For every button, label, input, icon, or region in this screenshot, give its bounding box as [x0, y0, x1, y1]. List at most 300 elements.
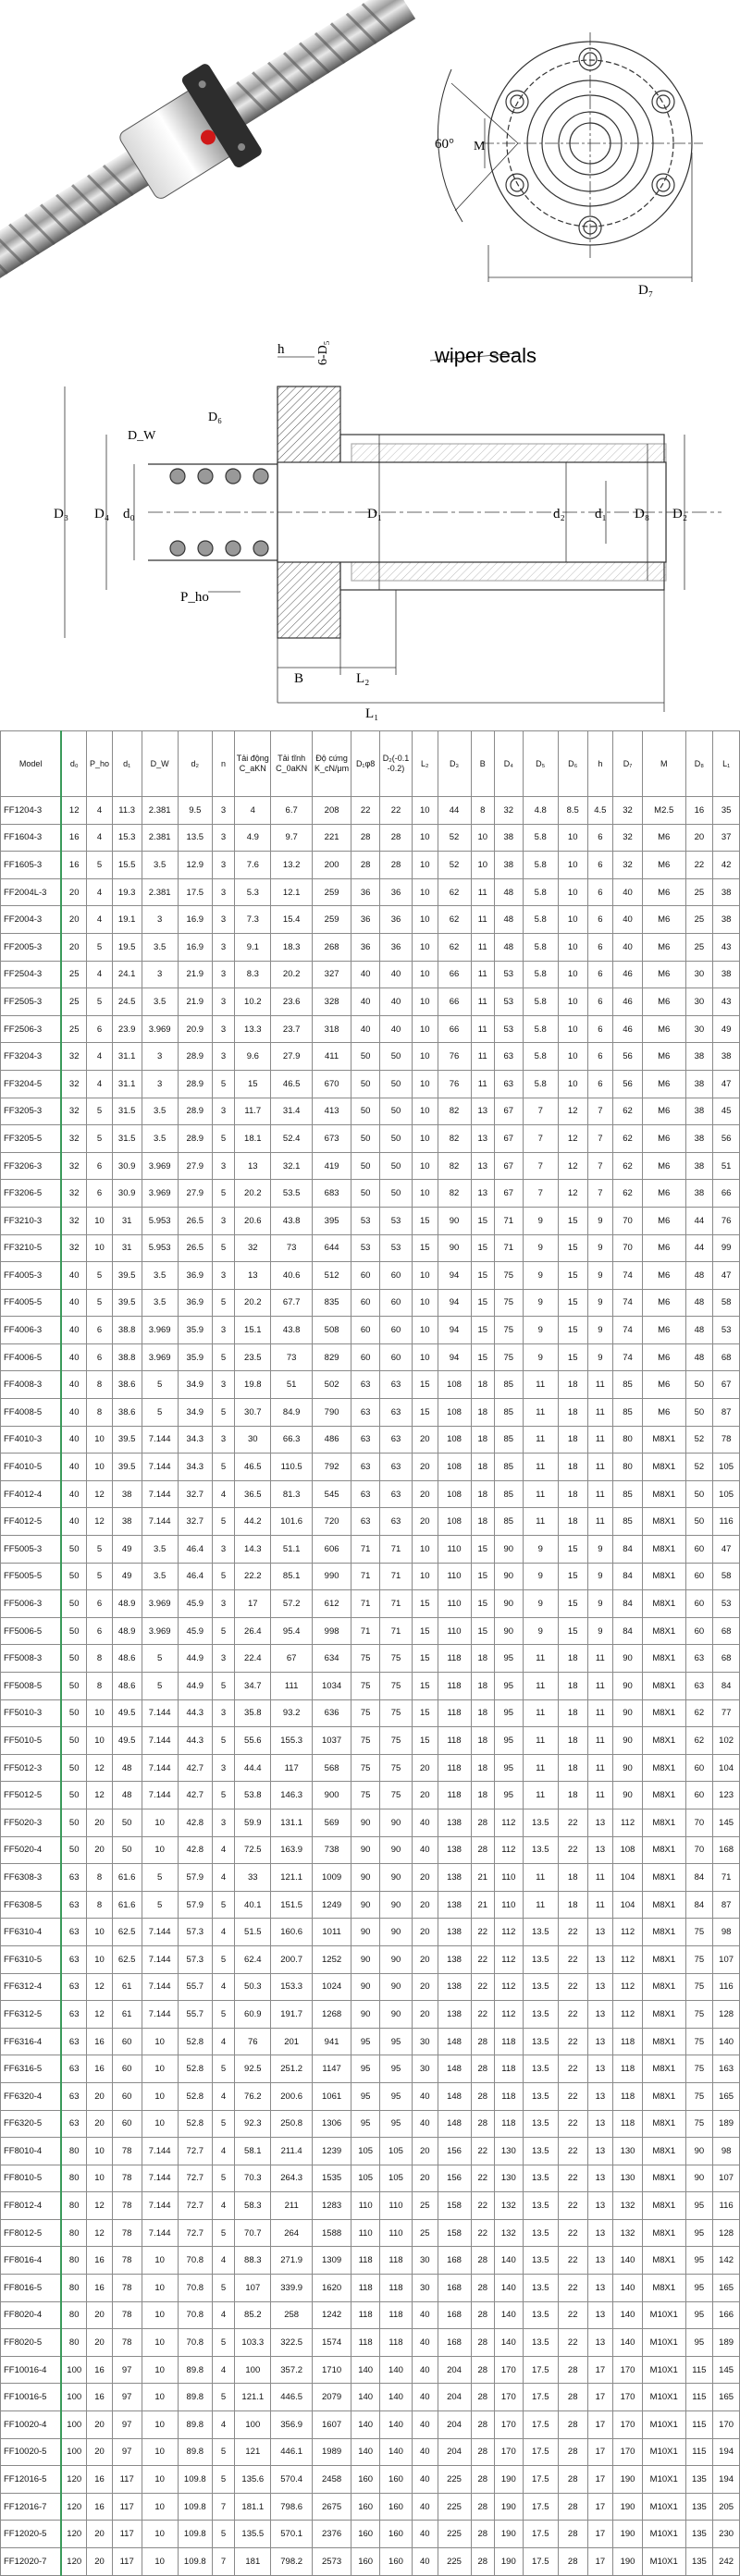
- table-cell: 50: [352, 1098, 380, 1125]
- table-cell: 40: [61, 1371, 87, 1399]
- table-cell: 36.9: [178, 1289, 212, 1317]
- table-cell: 140: [713, 2028, 740, 2055]
- table-cell: 75: [685, 2028, 713, 2055]
- table-cell: 10: [87, 1454, 113, 1481]
- table-cell: M6: [642, 1152, 685, 1180]
- table-cell: 18: [471, 1508, 494, 1536]
- table-cell: M8X1: [642, 2138, 685, 2165]
- table-cell: 13: [587, 2110, 613, 2138]
- table-cell: 168: [438, 2329, 471, 2357]
- table-cell: 16: [87, 2055, 113, 2083]
- table-cell: 40.1: [235, 1891, 271, 1919]
- table-cell: M10X1: [642, 2466, 685, 2494]
- table-cell: 16: [87, 2493, 113, 2521]
- table-cell: 118: [380, 2329, 413, 2357]
- table-cell: 60: [685, 1617, 713, 1645]
- table-cell: 40: [412, 2521, 438, 2548]
- table-cell: 13.5: [523, 2275, 558, 2302]
- table-cell: 20: [87, 1809, 113, 1836]
- table-cell: 104: [713, 1754, 740, 1782]
- table-cell: 15: [558, 1563, 587, 1590]
- table-cell: 2.381: [142, 878, 178, 906]
- table-cell: 225: [438, 2548, 471, 2576]
- table-cell: 156: [438, 2138, 471, 2165]
- table-cell: 160: [352, 2548, 380, 2576]
- table-cell: 22: [471, 1919, 494, 1946]
- table-cell: M8X1: [642, 2028, 685, 2055]
- table-cell: 7.6: [235, 852, 271, 879]
- table-cell: 8: [87, 1399, 113, 1427]
- table-cell: 22: [558, 2275, 587, 2302]
- table-row: [1, 1536, 740, 1564]
- column-header: d₂: [178, 731, 212, 797]
- table-cell: M8X1: [642, 2219, 685, 2247]
- table-cell: 28: [558, 2411, 587, 2439]
- table-cell: 18: [471, 1699, 494, 1727]
- table-cell: 82: [438, 1180, 471, 1208]
- table-cell: 17.5: [523, 2411, 558, 2439]
- table-cell: 20: [412, 1945, 438, 1973]
- table-cell: 75: [685, 1945, 713, 1973]
- table-cell: 40: [380, 961, 413, 988]
- table-cell: 135.5: [235, 2521, 271, 2548]
- table-cell: 3.969: [142, 1180, 178, 1208]
- table-cell: 80: [61, 2329, 87, 2357]
- table-cell: 36: [352, 933, 380, 961]
- table-cell: 60: [380, 1317, 413, 1344]
- table-cell: 10: [412, 1289, 438, 1317]
- table-cell: 20: [412, 1480, 438, 1508]
- table-cell: 62.5: [112, 1945, 142, 1973]
- table-cell: 21.9: [178, 988, 212, 1016]
- table-cell: 94: [438, 1343, 471, 1371]
- table-cell: 112: [613, 2001, 643, 2029]
- table-cell: 10: [87, 1234, 113, 1262]
- table-cell: 9: [523, 1590, 558, 1618]
- table-cell: 10: [412, 1098, 438, 1125]
- table-cell: 11: [587, 1891, 613, 1919]
- column-header: d₀: [61, 731, 87, 797]
- table-cell: 28: [558, 2493, 587, 2521]
- table-cell: 38: [685, 1070, 713, 1098]
- table-cell: 30: [235, 1426, 271, 1454]
- table-cell: 56: [613, 1070, 643, 1098]
- table-cell: 112: [613, 1919, 643, 1946]
- table-cell: 95: [494, 1699, 523, 1727]
- table-cell: 1283: [312, 2192, 351, 2220]
- table-cell: 4: [212, 1864, 234, 1892]
- table-cell: 211: [271, 2192, 313, 2220]
- table-cell: 10: [412, 933, 438, 961]
- table-cell: 10: [412, 988, 438, 1016]
- table-cell: 24.1: [112, 961, 142, 988]
- table-cell: 50: [61, 1590, 87, 1618]
- table-cell: 170: [494, 2356, 523, 2384]
- table-cell: 15: [471, 1563, 494, 1590]
- table-row: [1, 1836, 740, 1864]
- table-cell: 10: [142, 2384, 178, 2411]
- table-cell: 90: [352, 1836, 380, 1864]
- table-cell: 128: [713, 2001, 740, 2029]
- table-cell: 140: [613, 2275, 643, 2302]
- table-row: [1, 2192, 740, 2220]
- table-cell: 90: [380, 1864, 413, 1892]
- table-cell: 5: [87, 1536, 113, 1564]
- table-cell: M10X1: [642, 2521, 685, 2548]
- table-cell: 140: [380, 2438, 413, 2466]
- table-cell: 17: [235, 1590, 271, 1618]
- table-cell: 17.5: [523, 2493, 558, 2521]
- table-cell: 10: [412, 1070, 438, 1098]
- table-cell: 18: [558, 1727, 587, 1755]
- table-cell: 118: [438, 1727, 471, 1755]
- table-cell: 51: [713, 1152, 740, 1180]
- table-cell: 76: [438, 1043, 471, 1071]
- table-cell: M8X1: [642, 1617, 685, 1645]
- table-cell: 118: [438, 1699, 471, 1727]
- table-cell: 25: [61, 961, 87, 988]
- table-cell: M8X1: [642, 2275, 685, 2302]
- table-cell: 58: [713, 1563, 740, 1590]
- table-cell: 44.2: [235, 1508, 271, 1536]
- table-cell: 17.5: [523, 2438, 558, 2466]
- table-cell: 18: [558, 1426, 587, 1454]
- table-cell: 50: [61, 1645, 87, 1673]
- model-cell: FF6312-4: [1, 1973, 62, 2001]
- table-cell: 1239: [312, 2138, 351, 2165]
- table-cell: 7.144: [142, 1426, 178, 1454]
- table-cell: 12: [558, 1180, 587, 1208]
- table-cell: 32: [61, 1207, 87, 1234]
- table-cell: 109.8: [178, 2521, 212, 2548]
- table-cell: 190: [613, 2521, 643, 2548]
- table-cell: 63: [61, 1891, 87, 1919]
- table-cell: 3.5: [142, 988, 178, 1016]
- table-cell: 74: [613, 1289, 643, 1317]
- table-cell: 140: [352, 2356, 380, 2384]
- table-cell: 140: [613, 2301, 643, 2329]
- table-cell: 5: [212, 1234, 234, 1262]
- model-cell: FF8010-4: [1, 2138, 62, 2165]
- table-cell: 11: [471, 961, 494, 988]
- table-cell: 116: [713, 1508, 740, 1536]
- column-header: Độ cứng K_cN/μm: [312, 731, 351, 797]
- table-cell: M8X1: [642, 1673, 685, 1700]
- table-cell: 61.6: [112, 1864, 142, 1892]
- table-cell: M8X1: [642, 2110, 685, 2138]
- table-row: [1, 2138, 740, 2165]
- table-cell: 190: [494, 2521, 523, 2548]
- table-cell: 9: [523, 1262, 558, 1290]
- table-row: [1, 1234, 740, 1262]
- table-cell: M10X1: [642, 2301, 685, 2329]
- table-cell: 1147: [312, 2055, 351, 2083]
- table-cell: 28.9: [178, 1043, 212, 1071]
- model-cell: FF12020-5: [1, 2521, 62, 2548]
- table-cell: 3: [212, 1536, 234, 1564]
- table-cell: 19.5: [112, 933, 142, 961]
- table-cell: 3: [212, 1317, 234, 1344]
- table-cell: 5: [212, 1945, 234, 1973]
- table-cell: 68: [713, 1645, 740, 1673]
- table-cell: 118: [438, 1645, 471, 1673]
- table-cell: 38: [713, 878, 740, 906]
- table-cell: 5: [212, 1727, 234, 1755]
- table-cell: 3.5: [142, 1262, 178, 1290]
- table-cell: 5.8: [523, 1015, 558, 1043]
- table-cell: 13: [587, 2028, 613, 2055]
- table-cell: 102: [713, 1727, 740, 1755]
- table-cell: 10: [471, 852, 494, 879]
- table-cell: 7.144: [142, 1508, 178, 1536]
- table-cell: 12.9: [178, 852, 212, 879]
- table-cell: 60: [112, 2082, 142, 2110]
- table-cell: 20: [61, 878, 87, 906]
- label-d2: d₂: [553, 507, 565, 521]
- table-cell: 44.4: [235, 1754, 271, 1782]
- table-cell: 100: [61, 2438, 87, 2466]
- table-cell: 49.5: [112, 1727, 142, 1755]
- table-cell: 2458: [312, 2466, 351, 2494]
- column-header: Tải động C_aKN: [235, 731, 271, 797]
- table-cell: 13.3: [235, 1015, 271, 1043]
- table-cell: 13.5: [523, 1919, 558, 1946]
- table-cell: 17.5: [523, 2384, 558, 2411]
- table-cell: 10: [87, 1207, 113, 1234]
- table-cell: M10X1: [642, 2356, 685, 2384]
- table-cell: 20: [412, 1426, 438, 1454]
- table-cell: 32: [61, 1043, 87, 1071]
- table-cell: 9: [587, 1343, 613, 1371]
- model-cell: FF3206-5: [1, 1180, 62, 1208]
- table-row: [1, 2384, 740, 2411]
- table-cell: 70.7: [235, 2219, 271, 2247]
- table-row: [1, 1727, 740, 1755]
- table-cell: 58.3: [235, 2192, 271, 2220]
- table-cell: 48: [685, 1317, 713, 1344]
- table-cell: 790: [312, 1399, 351, 1427]
- table-cell: 115: [685, 2411, 713, 2439]
- label-Dw: D_W: [128, 429, 156, 443]
- table-cell: 115: [685, 2356, 713, 2384]
- table-cell: 67: [271, 1645, 313, 1673]
- table-cell: 18: [471, 1454, 494, 1481]
- table-cell: 1306: [312, 2110, 351, 2138]
- table-cell: 36: [380, 878, 413, 906]
- table-cell: 22: [471, 1973, 494, 2001]
- table-cell: 2079: [312, 2384, 351, 2411]
- table-cell: 43: [713, 933, 740, 961]
- table-cell: 8: [87, 1673, 113, 1700]
- table-cell: 138: [438, 2001, 471, 2029]
- table-cell: 63: [352, 1508, 380, 1536]
- table-cell: 90: [438, 1207, 471, 1234]
- table-cell: 7.144: [142, 2001, 178, 2029]
- table-cell: 4: [212, 2138, 234, 2165]
- label-L1: L₁: [365, 706, 379, 721]
- table-cell: 120: [61, 2466, 87, 2494]
- table-cell: 110.5: [271, 1454, 313, 1481]
- table-cell: 5: [212, 2275, 234, 2302]
- table-cell: 73: [271, 1343, 313, 1371]
- table-cell: 56: [613, 1043, 643, 1071]
- table-cell: 11.7: [235, 1098, 271, 1125]
- table-cell: 9: [523, 1289, 558, 1317]
- table-cell: 5.8: [523, 906, 558, 934]
- table-cell: 100: [61, 2356, 87, 2384]
- table-cell: 63: [352, 1426, 380, 1454]
- table-cell: 1588: [312, 2219, 351, 2247]
- table-cell: 395: [312, 1207, 351, 1234]
- table-cell: 10: [412, 1125, 438, 1153]
- table-cell: 1024: [312, 1973, 351, 2001]
- table-cell: 28: [471, 2247, 494, 2275]
- table-cell: 50: [380, 1098, 413, 1125]
- column-header: d₁: [112, 731, 142, 797]
- table-cell: 4: [212, 2356, 234, 2384]
- table-cell: 28: [558, 2466, 587, 2494]
- table-cell: 6: [587, 1015, 613, 1043]
- table-cell: 95: [685, 2275, 713, 2302]
- table-cell: 16: [685, 797, 713, 825]
- table-cell: M6: [642, 1098, 685, 1125]
- table-cell: 9: [587, 1207, 613, 1234]
- table-cell: 118: [380, 2275, 413, 2302]
- table-cell: 63: [380, 1399, 413, 1427]
- table-row: [1, 1508, 740, 1536]
- model-cell: FF1605-3: [1, 852, 62, 879]
- model-cell: FF5010-5: [1, 1727, 62, 1755]
- table-cell: 107: [235, 2275, 271, 2302]
- table-cell: 225: [438, 2493, 471, 2521]
- table-cell: 26.5: [178, 1207, 212, 1234]
- table-cell: 10: [412, 1536, 438, 1564]
- table-cell: 1710: [312, 2356, 351, 2384]
- table-cell: 4: [235, 797, 271, 825]
- table-cell: 3: [212, 852, 234, 879]
- table-cell: 3: [212, 1426, 234, 1454]
- table-cell: 15: [558, 1590, 587, 1618]
- table-cell: 18: [558, 1864, 587, 1892]
- table-cell: 90: [380, 1973, 413, 2001]
- table-cell: 72.5: [235, 1836, 271, 1864]
- table-cell: 32: [61, 1125, 87, 1153]
- table-cell: 75: [685, 2110, 713, 2138]
- table-cell: 18: [471, 1480, 494, 1508]
- table-cell: 31: [112, 1207, 142, 1234]
- table-cell: 160: [380, 2548, 413, 2576]
- table-cell: 250.8: [271, 2110, 313, 2138]
- table-cell: M6: [642, 988, 685, 1016]
- model-cell: FF6320-4: [1, 2082, 62, 2110]
- table-cell: 95: [380, 2110, 413, 2138]
- table-cell: M6: [642, 1317, 685, 1344]
- table-cell: 6: [587, 852, 613, 879]
- table-cell: 3: [212, 1207, 234, 1234]
- table-cell: 13.5: [523, 1973, 558, 2001]
- table-cell: 20: [87, 2110, 113, 2138]
- model-cell: FF6320-5: [1, 2110, 62, 2138]
- table-cell: 75: [352, 1782, 380, 1809]
- table-row: [1, 1590, 740, 1618]
- table-cell: 36.9: [178, 1262, 212, 1290]
- table-cell: 156: [438, 2165, 471, 2192]
- table-cell: 13: [235, 1152, 271, 1180]
- model-cell: FF8016-5: [1, 2275, 62, 2302]
- table-cell: 22: [558, 1945, 587, 1973]
- angle-label: 60°: [435, 137, 454, 152]
- model-cell: FF8010-5: [1, 2165, 62, 2192]
- table-cell: 6: [87, 1015, 113, 1043]
- table-cell: 20.6: [235, 1207, 271, 1234]
- table-cell: M8X1: [642, 2165, 685, 2192]
- table-cell: 68: [713, 1617, 740, 1645]
- table-cell: 7: [587, 1152, 613, 1180]
- table-cell: 75: [685, 2055, 713, 2083]
- table-cell: 7.144: [142, 2219, 178, 2247]
- model-cell: FF5010-3: [1, 1699, 62, 1727]
- table-cell: 42.7: [178, 1754, 212, 1782]
- model-cell: FF8020-5: [1, 2329, 62, 2357]
- table-row: [1, 1919, 740, 1946]
- table-cell: 13.5: [523, 2110, 558, 2138]
- table-cell: 28: [471, 2384, 494, 2411]
- table-cell: 11: [523, 1754, 558, 1782]
- table-cell: 6: [87, 1317, 113, 1344]
- table-cell: M8X1: [642, 1891, 685, 1919]
- table-cell: 18: [471, 1754, 494, 1782]
- label-B: B: [294, 671, 304, 686]
- table-cell: M6: [642, 961, 685, 988]
- table-cell: M6: [642, 1289, 685, 1317]
- table-cell: 110: [438, 1617, 471, 1645]
- table-cell: 13.5: [523, 2055, 558, 2083]
- table-cell: 87: [713, 1399, 740, 1427]
- table-cell: 10: [558, 1043, 587, 1071]
- table-cell: 683: [312, 1180, 351, 1208]
- table-cell: 200: [312, 852, 351, 879]
- table-cell: 90: [352, 1919, 380, 1946]
- table-cell: 327: [312, 961, 351, 988]
- table-cell: 4.9: [235, 824, 271, 852]
- table-cell: 792: [312, 1454, 351, 1481]
- table-cell: 446.1: [271, 2438, 313, 2466]
- table-cell: 117: [112, 2548, 142, 2576]
- table-cell: 4: [87, 878, 113, 906]
- table-cell: 11: [523, 1782, 558, 1809]
- table-cell: 18: [471, 1645, 494, 1673]
- table-cell: 98: [713, 1919, 740, 1946]
- table-cell: M8X1: [642, 1590, 685, 1618]
- table-cell: 570.1: [271, 2521, 313, 2548]
- table-cell: 1252: [312, 1945, 351, 1973]
- table-cell: 28: [471, 1809, 494, 1836]
- model-cell: FF1204-3: [1, 797, 62, 825]
- table-cell: 10: [558, 1070, 587, 1098]
- table-cell: 115: [685, 2384, 713, 2411]
- table-cell: 38: [713, 961, 740, 988]
- table-cell: 22: [558, 1919, 587, 1946]
- table-cell: 3: [212, 1809, 234, 1836]
- table-cell: 44.3: [178, 1727, 212, 1755]
- table-cell: 63: [61, 1945, 87, 1973]
- column-header: D₃: [438, 731, 471, 797]
- table-cell: 20.2: [235, 1180, 271, 1208]
- table-cell: 17.5: [178, 878, 212, 906]
- table-cell: 4: [87, 824, 113, 852]
- column-header: D₈: [685, 731, 713, 797]
- table-cell: 18: [558, 1371, 587, 1399]
